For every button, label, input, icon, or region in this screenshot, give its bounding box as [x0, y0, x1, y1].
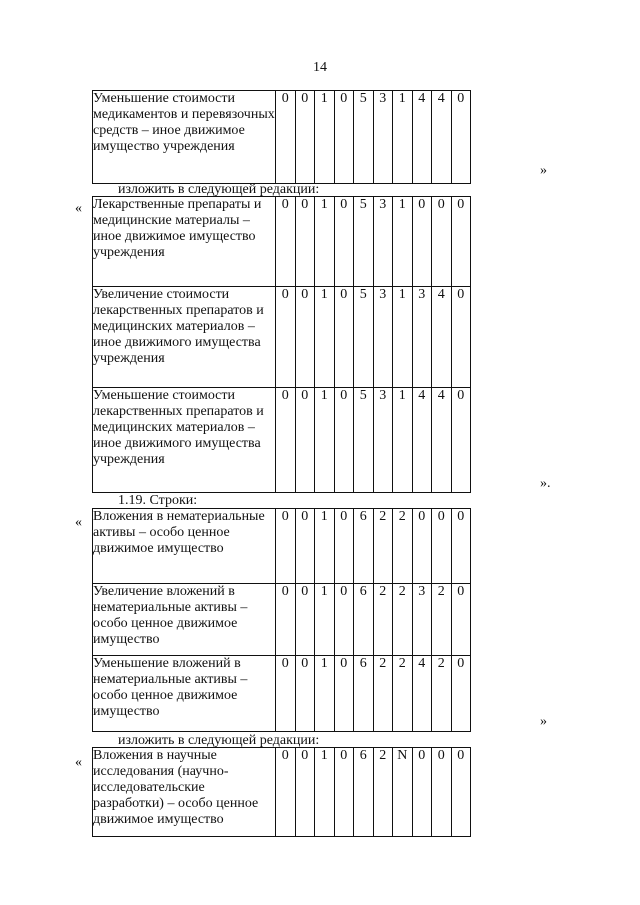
code-digit: 0: [295, 656, 315, 732]
code-digit: 0: [295, 91, 315, 184]
code-digit: 0: [451, 91, 471, 184]
code-table-2: [92, 196, 471, 493]
code-digit: 3: [412, 584, 432, 656]
code-digit: 0: [334, 91, 354, 184]
code-digit: 1: [393, 91, 413, 184]
opening-quote: «: [75, 515, 82, 530]
code-digit: 0: [451, 584, 471, 656]
code-digit: 4: [432, 388, 452, 493]
code-digit: 0: [334, 748, 354, 837]
opening-quote: «: [75, 201, 82, 216]
code-digit: 0: [276, 91, 296, 184]
code-digit: 1: [315, 748, 335, 837]
code-digit: 0: [451, 748, 471, 837]
code-digit: 0: [334, 388, 354, 493]
code-digit: 0: [276, 748, 296, 837]
closing-quote: »: [540, 714, 547, 729]
row-name: Уменьшение стоимости медикаментов и перевязочных средств – иное движимое имущество учреждения: [93, 91, 276, 184]
row-name: Вложения в нематериальные активы – особо ценное движимое имущество: [93, 509, 276, 584]
opening-quote: «: [75, 755, 82, 770]
code-digit: 0: [451, 509, 471, 584]
code-digit: 0: [276, 388, 296, 493]
row-name: Увеличение вложений в нематериальные активы – особо ценное движимое имущество: [93, 584, 276, 656]
code-digit: 4: [412, 388, 432, 493]
code-digit: 2: [373, 748, 393, 837]
code-digit: 1: [315, 509, 335, 584]
code-digit: 2: [432, 584, 452, 656]
code-digit: 0: [276, 656, 296, 732]
code-digit: 0: [412, 509, 432, 584]
table-row: [93, 287, 471, 388]
code-digit: N: [393, 748, 413, 837]
code-digit: 3: [373, 197, 393, 287]
code-digit: 6: [354, 748, 374, 837]
code-digit: 3: [373, 91, 393, 184]
code-digit: 0: [451, 656, 471, 732]
edit-instruction: изложить в следующей редакции:: [118, 733, 320, 748]
code-digit: 6: [354, 584, 374, 656]
code-digit: 1: [393, 388, 413, 493]
code-digit: 1: [315, 584, 335, 656]
code-digit: 0: [276, 584, 296, 656]
code-digit: 0: [451, 197, 471, 287]
table-row: [93, 748, 471, 837]
table-row: [93, 91, 471, 184]
code-digit: 0: [295, 748, 315, 837]
code-digit: 0: [276, 287, 296, 388]
code-digit: 2: [373, 584, 393, 656]
code-digit: 0: [276, 197, 296, 287]
code-table-3: [92, 508, 471, 732]
code-digit: 4: [432, 91, 452, 184]
code-digit: 1: [393, 197, 413, 287]
code-digit: 4: [412, 91, 432, 184]
code-digit: 0: [334, 656, 354, 732]
code-digit: 4: [432, 287, 452, 388]
table-row: [93, 197, 471, 287]
code-digit: 1: [315, 656, 335, 732]
closing-quote: »: [540, 163, 547, 178]
code-digit: 2: [393, 509, 413, 584]
code-digit: 3: [373, 388, 393, 493]
table-row: [93, 388, 471, 493]
code-digit: 6: [354, 656, 374, 732]
code-digit: 0: [334, 197, 354, 287]
code-digit: 0: [432, 197, 452, 287]
code-digit: 2: [432, 656, 452, 732]
code-digit: 0: [432, 748, 452, 837]
section-heading: 1.19. Строки:: [118, 493, 198, 508]
code-table-1: [92, 90, 471, 184]
code-digit: 1: [315, 91, 335, 184]
code-digit: 2: [393, 656, 413, 732]
code-digit: 0: [334, 287, 354, 388]
code-digit: 5: [354, 197, 374, 287]
code-digit: 0: [334, 584, 354, 656]
code-digit: 0: [276, 509, 296, 584]
code-digit: 0: [295, 287, 315, 388]
code-digit: 2: [373, 509, 393, 584]
code-digit: 0: [295, 509, 315, 584]
table-row: [93, 509, 471, 584]
closing-quote: ».: [540, 476, 551, 491]
row-name: Уменьшение стоимости лекарственных препаратов и медицинских материалов – иное движимого имущества учреждения: [93, 388, 276, 493]
code-digit: 0: [432, 509, 452, 584]
code-digit: 5: [354, 287, 374, 388]
code-digit: 0: [451, 287, 471, 388]
row-name: Вложения в научные исследования (научно-исследовательские разработки) – особо ценное движимое имущество: [93, 748, 276, 837]
row-name: Уменьшение вложений в нематериальные активы – особо ценное движимое имущество: [93, 656, 276, 732]
table-row: [93, 584, 471, 656]
code-digit: 5: [354, 91, 374, 184]
code-digit: 0: [412, 197, 432, 287]
code-digit: 0: [451, 388, 471, 493]
edit-instruction: изложить в следующей редакции:: [118, 182, 320, 197]
code-digit: 0: [412, 748, 432, 837]
code-digit: 1: [315, 287, 335, 388]
page-number: 14: [313, 60, 327, 75]
code-digit: 1: [393, 287, 413, 388]
code-digit: 0: [295, 388, 315, 493]
code-digit: 3: [412, 287, 432, 388]
code-digit: 2: [393, 584, 413, 656]
code-digit: 0: [295, 584, 315, 656]
code-digit: 0: [334, 509, 354, 584]
row-name: Увеличение стоимости лекарственных препаратов и медицинских материалов – иное движимого имущества учреждения: [93, 287, 276, 388]
code-digit: 4: [412, 656, 432, 732]
row-name: Лекарственные препараты и медицинские материалы – иное движимое имущество учреждения: [93, 197, 276, 287]
code-digit: 1: [315, 197, 335, 287]
code-digit: 1: [315, 388, 335, 493]
code-digit: 2: [373, 656, 393, 732]
code-digit: 5: [354, 388, 374, 493]
code-digit: 6: [354, 509, 374, 584]
code-digit: 3: [373, 287, 393, 388]
table-row: [93, 656, 471, 732]
code-digit: 0: [295, 197, 315, 287]
code-table-4: [92, 747, 471, 837]
